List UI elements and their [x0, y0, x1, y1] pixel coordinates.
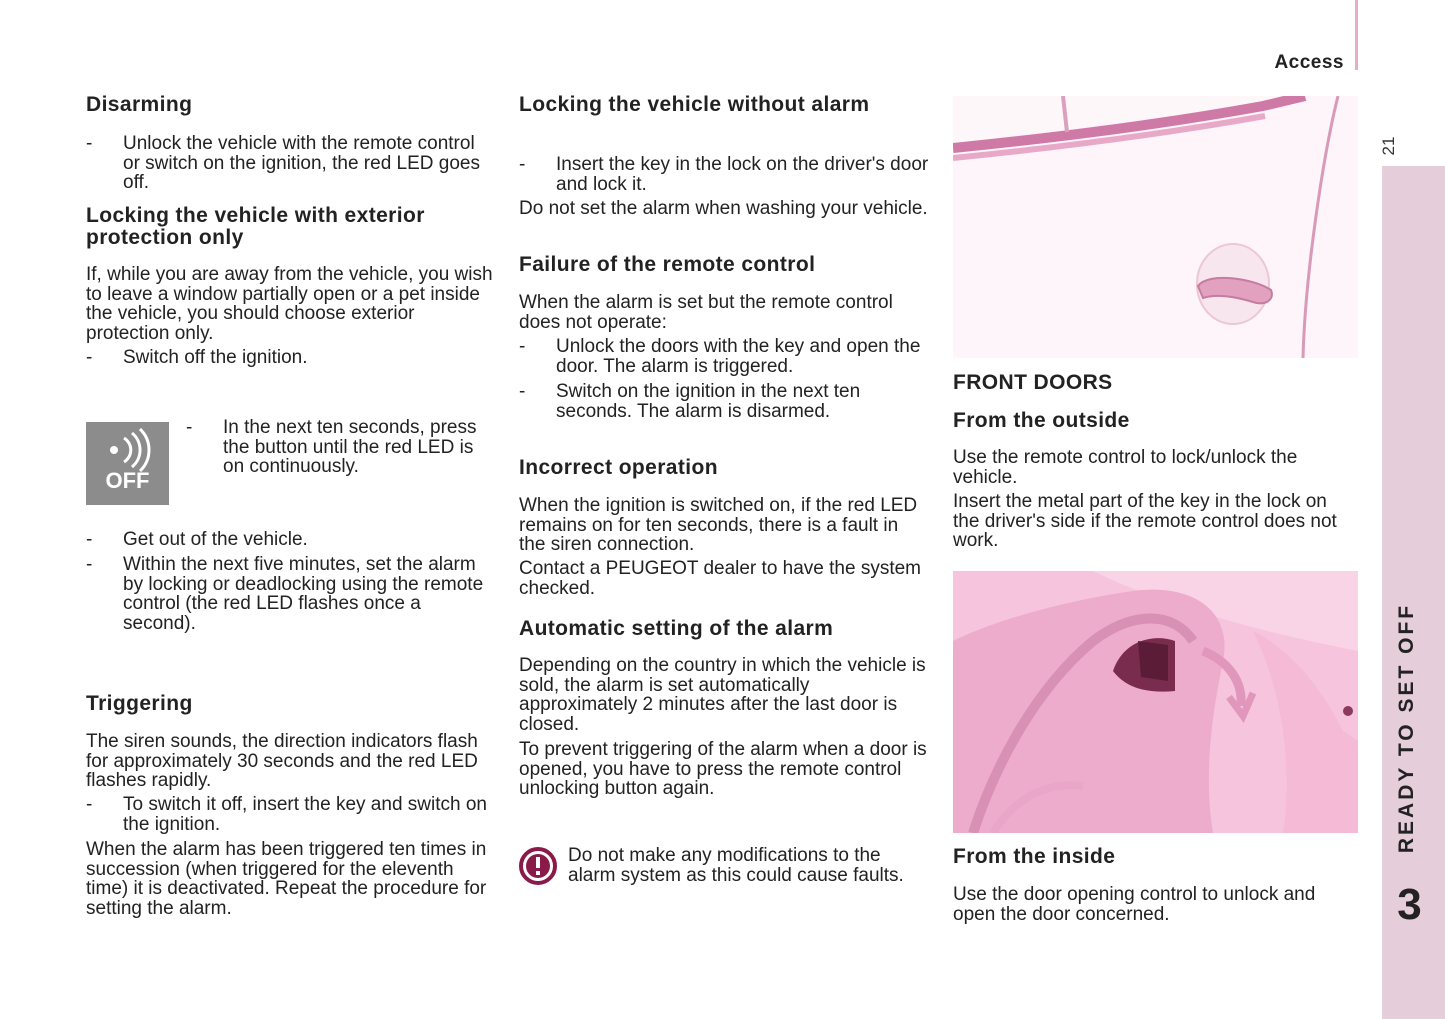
header-divider [1355, 0, 1358, 70]
exterior-protection-heading: Locking the vehicle with exterior protection only [86, 204, 425, 249]
without-alarm-text: Do not set the alarm when washing your vehicle. [519, 198, 928, 219]
exterior-door-handle-illustration [953, 96, 1358, 358]
list-item: - Unlock the doors with the key and open the door. The alarm is triggered. [519, 336, 921, 377]
list-item: - Unlock the vehicle with the remote control or switch on the ignition, the red LED goes off. [86, 133, 480, 193]
section-title: Access [1274, 52, 1344, 73]
list-item: - Switch on the ignition in the next ten seconds. The alarm is disarmed. [519, 381, 861, 422]
interior-door-control-illustration [953, 571, 1358, 833]
outside-text-2: Insert the metal part of the key in the lock on the driver's side if the remote control does not work. [953, 491, 1337, 551]
inside-heading: From the inside [953, 845, 1116, 868]
disarming-heading: Disarming [86, 93, 193, 116]
outside-text: Use the remote control to lock/unlock the vehicle. [953, 447, 1298, 488]
triggering-text: The siren sounds, the direction indicators flash for approximately 30 seconds and the red LED flashes rapidly. [86, 731, 478, 791]
triggering-text-2: When the alarm has been triggered ten times in succession (when triggered for the eleventh time) it is deactivated. Repeat the procedure for setting the alarm. [86, 839, 487, 919]
list-item: - Switch off the ignition. [86, 347, 308, 368]
warning-icon [519, 847, 557, 885]
front-doors-heading: FRONT DOORS [953, 371, 1113, 394]
list-item: - To switch it off, insert the key and switch on the ignition. [86, 794, 487, 835]
list-item: - Within the next five minutes, set the alarm by locking or deadlocking using the remote control (the red LED flashes once a second). [86, 554, 484, 634]
triggering-heading: Triggering [86, 692, 193, 715]
door-handle-drawing [953, 96, 1358, 358]
automatic-setting-heading: Automatic setting of the alarm [519, 617, 834, 640]
incorrect-operation-heading: Incorrect operation [519, 456, 718, 479]
without-alarm-heading: Locking the vehicle without alarm [519, 93, 870, 116]
chapter-number: 3 [1397, 880, 1422, 929]
list-item: - Insert the key in the lock on the driver's door and lock it. [519, 154, 929, 195]
interior-door-drawing [953, 571, 1358, 833]
list-item: - In the next ten seconds, press the button until the red LED is on continuously. [186, 417, 477, 477]
automatic-setting-text-2: To prevent triggering of the alarm when a door is opened, you have to press the remote control unlocking button again. [519, 739, 927, 799]
page-number: 21 [1379, 136, 1398, 156]
warning-text: Do not make any modifications to the alarm system as this could cause faults. [568, 845, 904, 886]
alarm-off-button-icon [86, 422, 169, 505]
chapter-title: READY TO SET OFF [1395, 602, 1418, 854]
failure-text: When the alarm is set but the remote control does not operate: [519, 292, 893, 333]
automatic-setting-text: Depending on the country in which the vehicle is sold, the alarm is set automatically approximately 2 minutes after the last door is closed. [519, 655, 926, 735]
failure-heading: Failure of the remote control [519, 253, 816, 276]
list-item: - Get out of the vehicle. [86, 529, 308, 550]
signal-waves-icon [86, 422, 169, 472]
incorrect-operation-text-2: Contact a PEUGEOT dealer to have the system checked. [519, 558, 922, 599]
exterior-protection-text: If, while you are away from the vehicle, you wish to leave a window partially open or a pet inside the vehicle, you should choose exterior protection only. [86, 264, 493, 344]
off-label: OFF [105, 468, 150, 493]
inside-text: Use the door opening control to unlock and open the door concerned. [953, 884, 1316, 925]
incorrect-operation-text: When the ignition is switched on, if the red LED remains on for ten seconds, there is a fault in the siren connection. [519, 495, 918, 555]
outside-heading: From the outside [953, 409, 1130, 432]
